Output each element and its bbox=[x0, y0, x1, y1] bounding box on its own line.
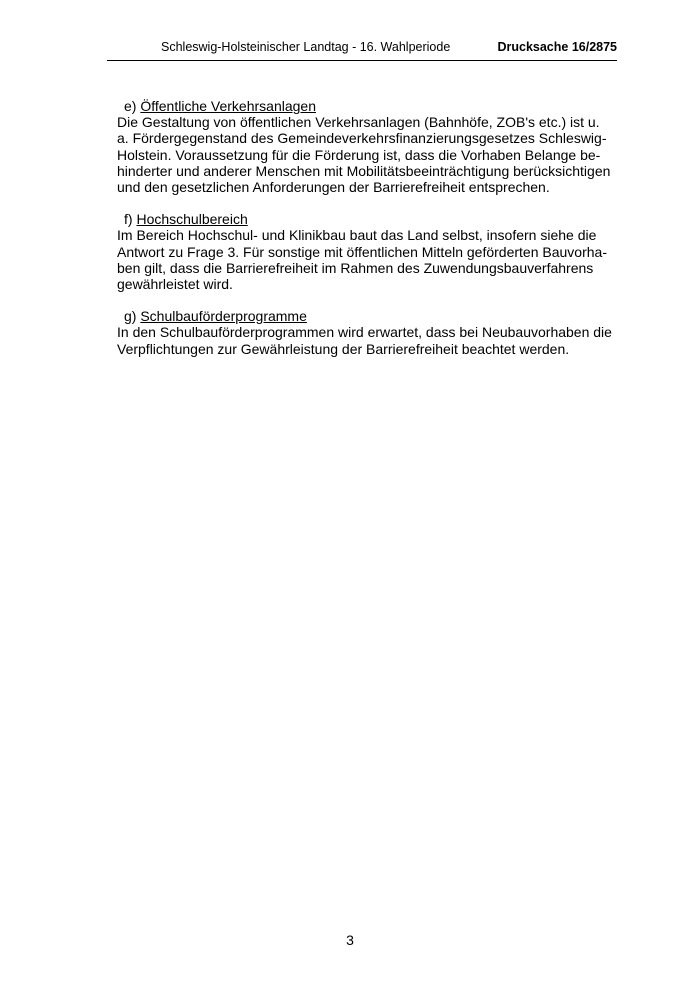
section-heading bbox=[117, 98, 623, 114]
section-heading-text: Öffentliche Verkehrsanlagen bbox=[140, 98, 316, 114]
section-heading-text: Hochschulbereich bbox=[136, 211, 248, 228]
section-schulbaufoerderprogramme bbox=[117, 308, 623, 357]
section-letter: e) bbox=[124, 98, 137, 114]
paragraph-line: Im Bereich Hochschul- und Klinikbau baut das Land selbst, insofern siehe die bbox=[117, 227, 597, 244]
paragraph-line: ben gilt, dass die Barrierefreiheit im Rahmen des Zuwendungsbauverfahrens bbox=[117, 259, 594, 276]
document-number: Drucksache 16/2875 bbox=[497, 40, 617, 54]
page-number: 3 bbox=[346, 932, 354, 948]
section-oeffentliche-verkehrsanlagen bbox=[117, 98, 623, 195]
paragraph-line: In den Schulbauförderprogrammen wird erwartet, dass bei Neubauvorhaben die bbox=[117, 324, 612, 341]
section-hochschulbereich bbox=[117, 211, 623, 292]
document-body bbox=[117, 98, 623, 373]
paragraph-line: a. Fördergegenstand des Gemeindeverkehrsfinanzierungsgesetzes Schleswig- bbox=[117, 130, 607, 147]
paragraph-line: Verpflichtungen zur Gewährleistung der Barrierefreiheit beachtet werden. bbox=[117, 340, 570, 357]
paragraph-line: gewährleistet wird. bbox=[117, 276, 233, 293]
section-heading-text: Schulbauförderprogramme bbox=[140, 308, 307, 325]
page-header bbox=[107, 40, 617, 61]
header-title: Schleswig-Holsteinischer Landtag - 16. Wahlperiode bbox=[161, 40, 451, 54]
paragraph-line: und den gesetzlichen Anforderungen der Barrierefreiheit entsprechen. bbox=[117, 179, 550, 196]
paragraph-line: Die Gestaltung von öffentlichen Verkehrsanlagen (Bahnhöfe, ZOB's etc.) ist u. bbox=[117, 114, 600, 131]
section-letter: f) bbox=[124, 211, 133, 228]
paragraph-line: hinderter und anderer Menschen mit Mobilitätsbeeinträchtigung berücksichtigen bbox=[117, 162, 611, 179]
paragraph-line: Holstein. Voraussetzung für die Förderung ist, dass die Vorhaben Belange be- bbox=[117, 146, 601, 163]
section-heading bbox=[117, 211, 623, 227]
paragraph-line: Antwort zu Frage 3. Für sonstige mit öffentlichen Mitteln geförderten Bauvorha- bbox=[117, 243, 607, 260]
section-letter: g) bbox=[124, 308, 137, 325]
section-heading bbox=[117, 308, 623, 324]
